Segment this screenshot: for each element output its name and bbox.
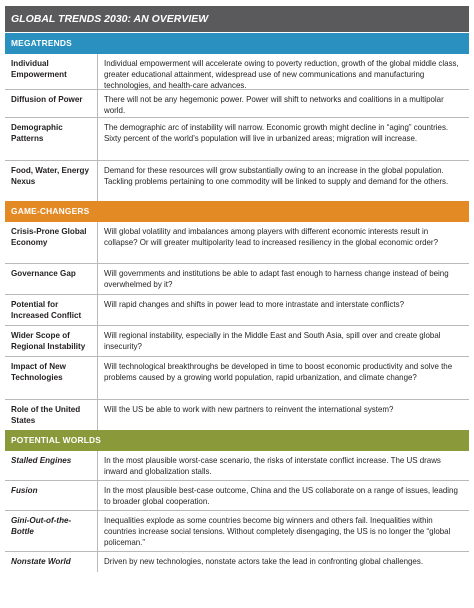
table-row [5,264,469,295]
row-description: Demand for these resources will grow substantially owing to an increase in the global population. Tackling problems pertaining to one commodity will be linked to supply and demand for the others. [104,166,449,186]
row-description: Will regional instability, especially in the Middle East and South Asia, spill over and create global insecurity? [104,331,441,351]
row-description: Will technological breakthroughs be developed in time to boost economic productivity and solve the problems caused by a growing world population, rapid urbanization, and climate change? [104,362,453,382]
row-label: Individual Empowerment [5,54,98,89]
row-description: Will the US be able to work with new partners to reinvent the international system? [104,405,394,414]
table-row [5,326,469,357]
table-row [5,481,469,511]
row-label: Wider Scope of Regional Instability [5,326,98,356]
row-description: The demographic arc of instability will narrow. Economic growth might decline in “aging” countries. Sixty percent of the world’s population will live in urbanized areas; migration will increase. [104,123,449,143]
row-label: Demographic Patterns [5,118,98,160]
table-row [5,295,469,326]
row-label: Food, Water, Energy Nexus [5,161,98,201]
row-description: There will not be any hegemonic power. Power will shift to networks and coalitions in a multipolar world. [104,95,444,115]
row-description: Will global volatility and imbalances among players with different economic interests result in collapse? Or will greater multipolarity lead to increased resiliency in the global economic order? [104,227,438,247]
row-label: Governance Gap [5,264,98,294]
table-row [5,118,469,161]
table-title: GLOBAL TRENDS 2030: AN OVERVIEW [5,6,469,33]
row-label: Fusion [5,481,98,510]
row-label: Gini-Out-of-the-Bottle [5,511,98,551]
row-label: Nonstate World [5,552,98,572]
row-label: Impact of New Technologies [5,357,98,399]
table-row [5,357,469,400]
row-description: In the most plausible best-case outcome, China and the US collaborate on a range of issues, leading to broader global cooperation. [104,486,458,506]
row-description: Individual empowerment will accelerate owing to poverty reduction, growth of the global middle class, greater educational attainment, widespread use of new communications and manufacturing technologies, and health-care advances. [104,59,459,90]
row-description: Will rapid changes and shifts in power lead to more intrastate and interstate conflicts? [104,300,405,309]
table-row [5,400,469,430]
table-row [5,54,469,90]
table-row [5,161,469,201]
table-row [5,511,469,552]
row-label: Stalled Engines [5,451,98,480]
overview-table [5,6,469,603]
table-row [5,90,469,118]
table-row [5,552,469,572]
section-heading-game-changers: GAME-CHANGERS [5,201,469,222]
section-heading-megatrends: MEGATRENDS [5,33,469,54]
row-label: Crisis-Prone Global Economy [5,222,98,263]
table-row [5,222,469,264]
row-label: Potential for Increased Conflict [5,295,98,325]
row-description: In the most plausible worst-case scenario, the risks of interstate conflict increase. The US draws inward and globalization stalls. [104,456,441,476]
row-description: Will governments and institutions be able to adapt fast enough to harness change instead of being overwhelmed by it? [104,269,449,289]
row-label: Diffusion of Power [5,90,98,117]
row-description: Driven by new technologies, nonstate actors take the lead in confronting global challenges. [104,557,424,566]
table-row [5,451,469,481]
section-heading-potential-worlds: POTENTIAL WORLDS [5,430,469,451]
row-label: Role of the United States [5,400,98,430]
row-description: Inequalities explode as some countries become big winners and others fail. Inequalities within countries increase social tensions. Without completely disengaging, the US is no longer the “global policeman.” [104,516,451,547]
